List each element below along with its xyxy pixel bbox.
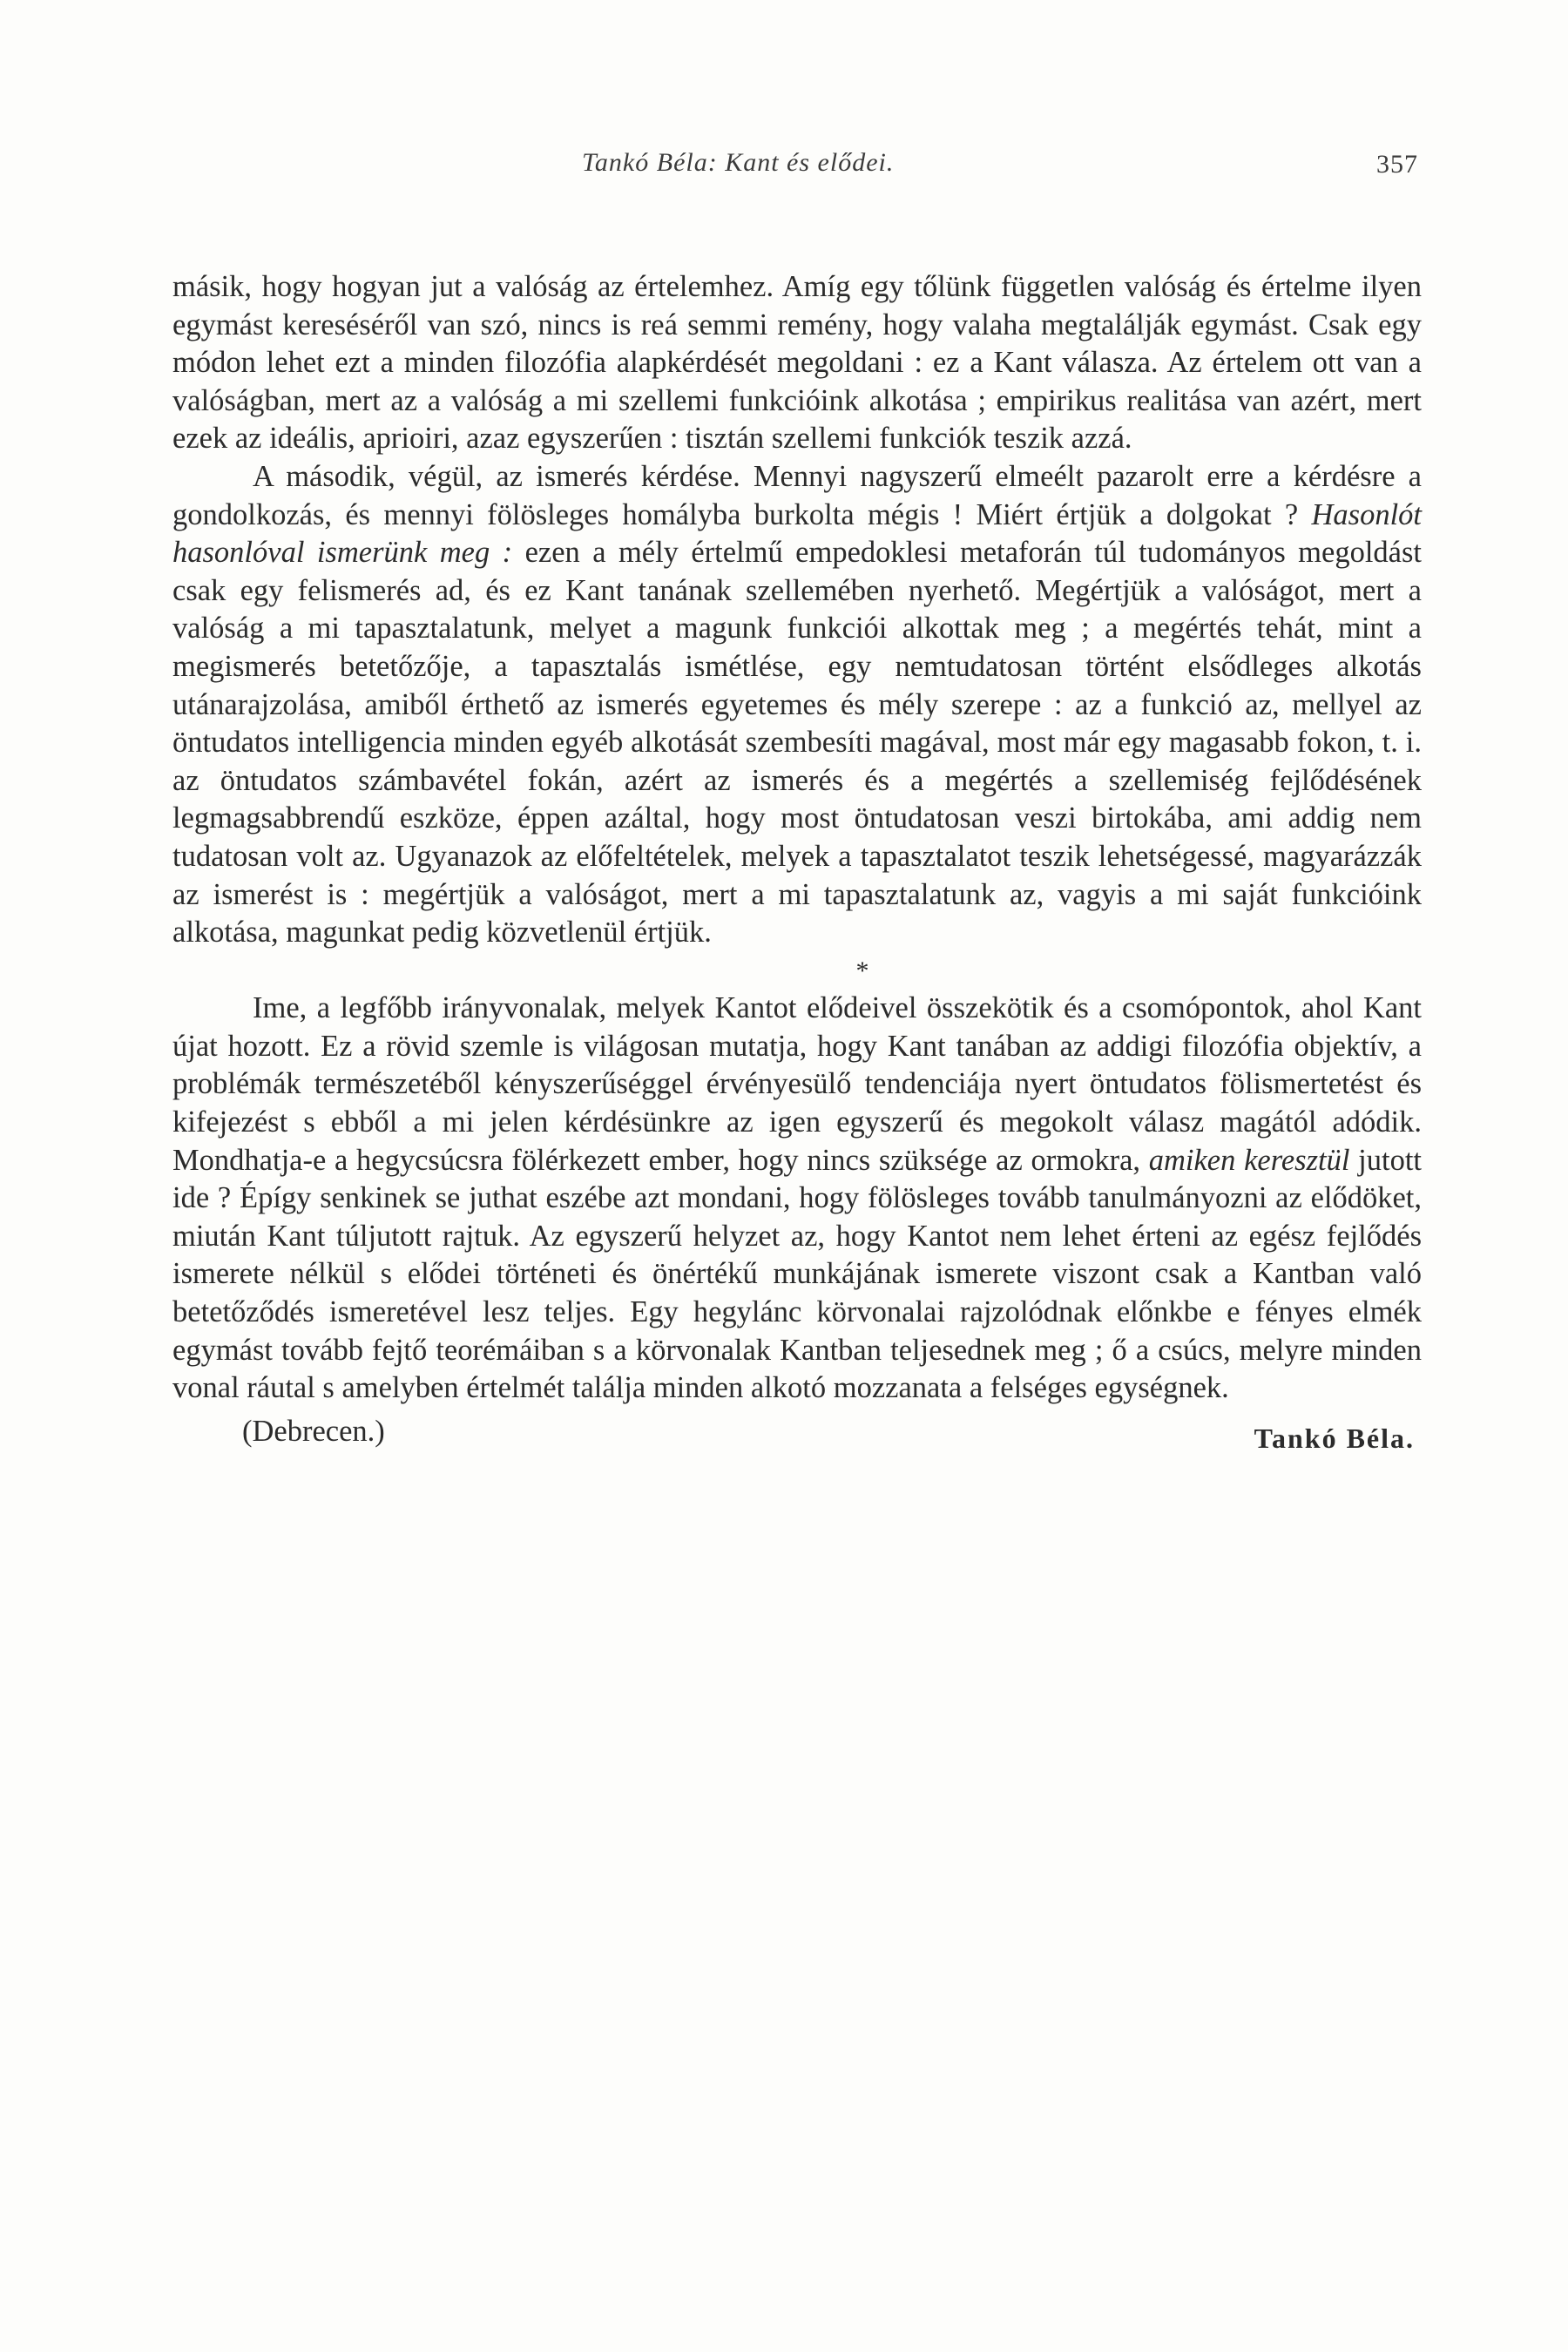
page-number: 357	[1376, 150, 1418, 179]
paragraph-2-quote: Hasonlót hasonlóval ismerünk meg :	[172, 497, 1422, 570]
author-signature: Tankó Béla.	[1254, 1422, 1415, 1454]
paragraph-2-start: A második, végül, az ismerés kérdése. Mennyi nagyszerű elmeélt pazarolt erre a kérdésre a gondolkozás, és mennyi fölösleges homályba burkolta mégis ! Miért értjük a dolgokat ?	[172, 459, 1422, 531]
place-of-writing: (Debrecen.)	[242, 1414, 385, 1448]
paragraph-3-start: Ime, a legfőbb irányvonalak, melyek Kantot elődeivel összekötik és a csomópontok, ahol Kant újat hozott. Ez a rövid szemle is világosan mutatja, hogy Kant tanában az addigi filozófia objektív, a problémák természetéből kényszerűséggel érvényesülő tendenciája nyert öntudatos fölismertetést és kifejezést s ebből a mi jelen kérdésünkre az igen egyszerű és megokolt válasz magától adódik. Mondhatja-e a hegycsúcsra fölérkezett ember, hogy nincs szüksége az ormokra,	[172, 991, 1422, 1177]
paragraph-2	[172, 458, 1422, 952]
paragraph-2-end: ezen a mély értelmű empedoklesi metaforán túl tudományos megoldást csak egy felismerés ad, és ez Kant tanának szellemében nyerhető. Megértjük a valóságot, mert a valóság a mi tapasztalatunk, melyet a magunk funkciói alkottak meg ; a megértés tehát, mint a megismerés betetőzője, a tapasztalás ismétlése, egy nemtudatosan történt elsődleges alkotás utánarajzolása, amiből érthető az ismerés egyetemes és mély szerepe : az a funkció az, mellyel az öntudatos intelligencia minden egyéb alkotását szembesíti magával, most már egy magasabb fokon, t. i. az öntudatos számbavétel fokán, azért az ismerés és a megértés a szellemiség fejlődésének legmagsabbrendű eszköze, éppen azáltal, hogy most öntudatosan veszi birtokába, ami addig nem tudatosan volt az. Ugyanazok az előfeltételek, melyek a tapasztalatot teszik lehetségessé, magyarázzák az ismerést is : megértjük a valóságot, mert a mi tapasztalatunk az, vagyis a mi saját funkcióink alkotása, magunkat pedig közvetlenül értjük.	[172, 536, 1422, 950]
paragraph-3-emphasis: amiken keresztül	[1148, 1143, 1350, 1177]
signature-row	[172, 1413, 1422, 1456]
paragraph-1: másik, hogy hogyan jut a valóság az értelemhez. Amíg egy tőlünk független valóság és értelme ilyen egymást kereséséről van szó, nincs is reá semmi remény, hogy valaha megtalálják egymást. Csak egy módon lehet ezt a minden filozófia alapkérdését megoldani : ez a Kant válasza. Az értelem ott van a valóságban, mert az a valóság a mi szellemi funkcióink alkotása ; empirikus realitása van azért, mert ezek az ideális, aprioiri, azaz egyszerűen : tisztán szellemi funkciók teszik azzá.	[172, 270, 1422, 456]
page-header	[172, 139, 1422, 192]
section-separator: *	[855, 956, 869, 985]
document-page	[172, 139, 1422, 2230]
paragraph-3-end: jutott ide ? Épígy senkinek se juthat eszébe azt mondani, hogy fölösleges tovább tanulmányozni az elődöket, miután Kant túljutott rajtuk. Az egyszerű helyzet az, hogy Kantot nem lehet érteni az egész fejlődés ismerete nélkül s elődei történeti és önértékű munkájának ismerete viszont csak a Kantban való betetőződés ismeretével lesz teljes. Egy hegylánc körvonalai rajzolódnak előnkbe e fényes elmék egymást tovább fejtő teorémáiban s a körvonalak Kantban teljesednek meg ; ő a csúcs, melyre minden vonal ráutal s amelyben értelmét találja minden alkotó mozzanata a felséges egységnek.	[172, 1143, 1422, 1405]
body-text	[172, 268, 1422, 1456]
running-title: Tankó Béla: Kant és elődei.	[582, 148, 895, 177]
paragraph-3	[172, 990, 1422, 1408]
